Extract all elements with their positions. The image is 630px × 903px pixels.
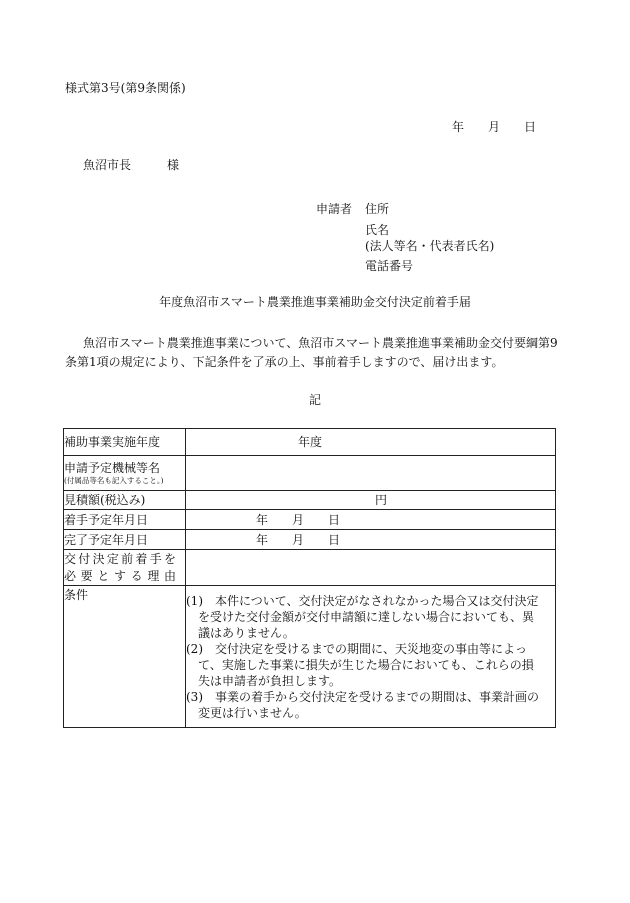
condition-item [186, 641, 555, 689]
address-label: 住所 [365, 202, 390, 216]
value-start-date: 年 月 日 [256, 512, 341, 527]
condition-item [186, 593, 555, 641]
row-machine [64, 456, 556, 491]
condition-text: 本件について、交付決定がなされなかった場合又は交付決定 [215, 593, 539, 608]
row-estimate [64, 491, 556, 510]
row-reason [64, 550, 556, 586]
label-fiscal-year: 補助事業実施年度 [64, 429, 186, 456]
cell-machine-value [186, 456, 556, 491]
condition-number: (3) [186, 689, 203, 704]
condition-item [186, 689, 555, 721]
label-conditions: 条件 [64, 586, 186, 728]
condition-line: 変更は行いません。 [198, 705, 307, 720]
cell-start-date [186, 510, 556, 530]
condition-line: て、実施した事業に損失が生じた場合においても、これらの損 [198, 657, 534, 672]
date-line: 年 月 日 [452, 120, 537, 134]
label-estimate: 見積額(税込み) [64, 491, 186, 510]
cell-estimate [186, 491, 556, 510]
row-end-date [64, 530, 556, 550]
details-table [63, 428, 556, 728]
cell-end-date [186, 530, 556, 550]
label-machine: 申請予定機械等名 [64, 461, 161, 475]
body-line-2: 条第1項の規定により、下記条件を了承の上、事前着手しますので、届け出ます。 [65, 355, 504, 369]
condition-line [186, 593, 555, 609]
condition-line: 議はありません。 [198, 625, 295, 640]
corporate-name-label: (法人等名・代表者氏名) [365, 239, 495, 253]
row-start-date [64, 510, 556, 530]
label-reason-line-1: 交付決定前着手を [64, 551, 176, 566]
condition-line [186, 641, 555, 657]
row-fiscal-year [64, 429, 556, 456]
label-reason-line-2: 必要とする理由 [64, 568, 176, 583]
phone-label: 電話番号 [365, 259, 414, 273]
note-machine: (付属品等名も記入すること。) [64, 476, 164, 485]
row-conditions [64, 586, 556, 728]
body-line-1: 魚沼市スマート農業推進事業について、魚沼市スマート農業推進事業補助金交付要綱第9 [83, 336, 558, 350]
condition-text: 交付決定を受けるまでの期間に、天災地変の事由等によっ [215, 641, 528, 656]
cell-fiscal-year [186, 429, 556, 456]
cell-reason-label [64, 550, 186, 586]
condition-line: を受けた交付金額が交付申請額に達しない場合においても、異 [198, 609, 535, 624]
label-end-date: 完了予定年月日 [64, 530, 186, 550]
name-label: 氏名 [365, 223, 390, 237]
ki-heading: 記 [308, 393, 321, 407]
cell-conditions [186, 586, 556, 728]
cell-machine-label [64, 456, 186, 491]
condition-number: (1) [186, 593, 203, 608]
condition-line [186, 689, 555, 705]
value-fiscal-year: 年度 [298, 435, 323, 449]
form-number: 様式第3号(第9条関係) [65, 81, 186, 95]
addressee: 魚沼市長 様 [83, 158, 180, 172]
applicant-label: 申請者 [316, 202, 353, 216]
condition-line: 失は申請者が負担します。 [198, 673, 342, 688]
document-title: 年度魚沼市スマート農業推進事業補助金交付決定前着手届 [159, 295, 471, 309]
condition-number: (2) [186, 641, 203, 656]
value-estimate-yen: 円 [375, 493, 388, 507]
label-start-date: 着手予定年月日 [64, 510, 186, 530]
value-end-date: 年 月 日 [256, 532, 341, 547]
condition-text: 事業の着手から交付決定を受けるまでの期間は、事業計画の [215, 689, 540, 704]
cell-reason-value [186, 550, 556, 586]
